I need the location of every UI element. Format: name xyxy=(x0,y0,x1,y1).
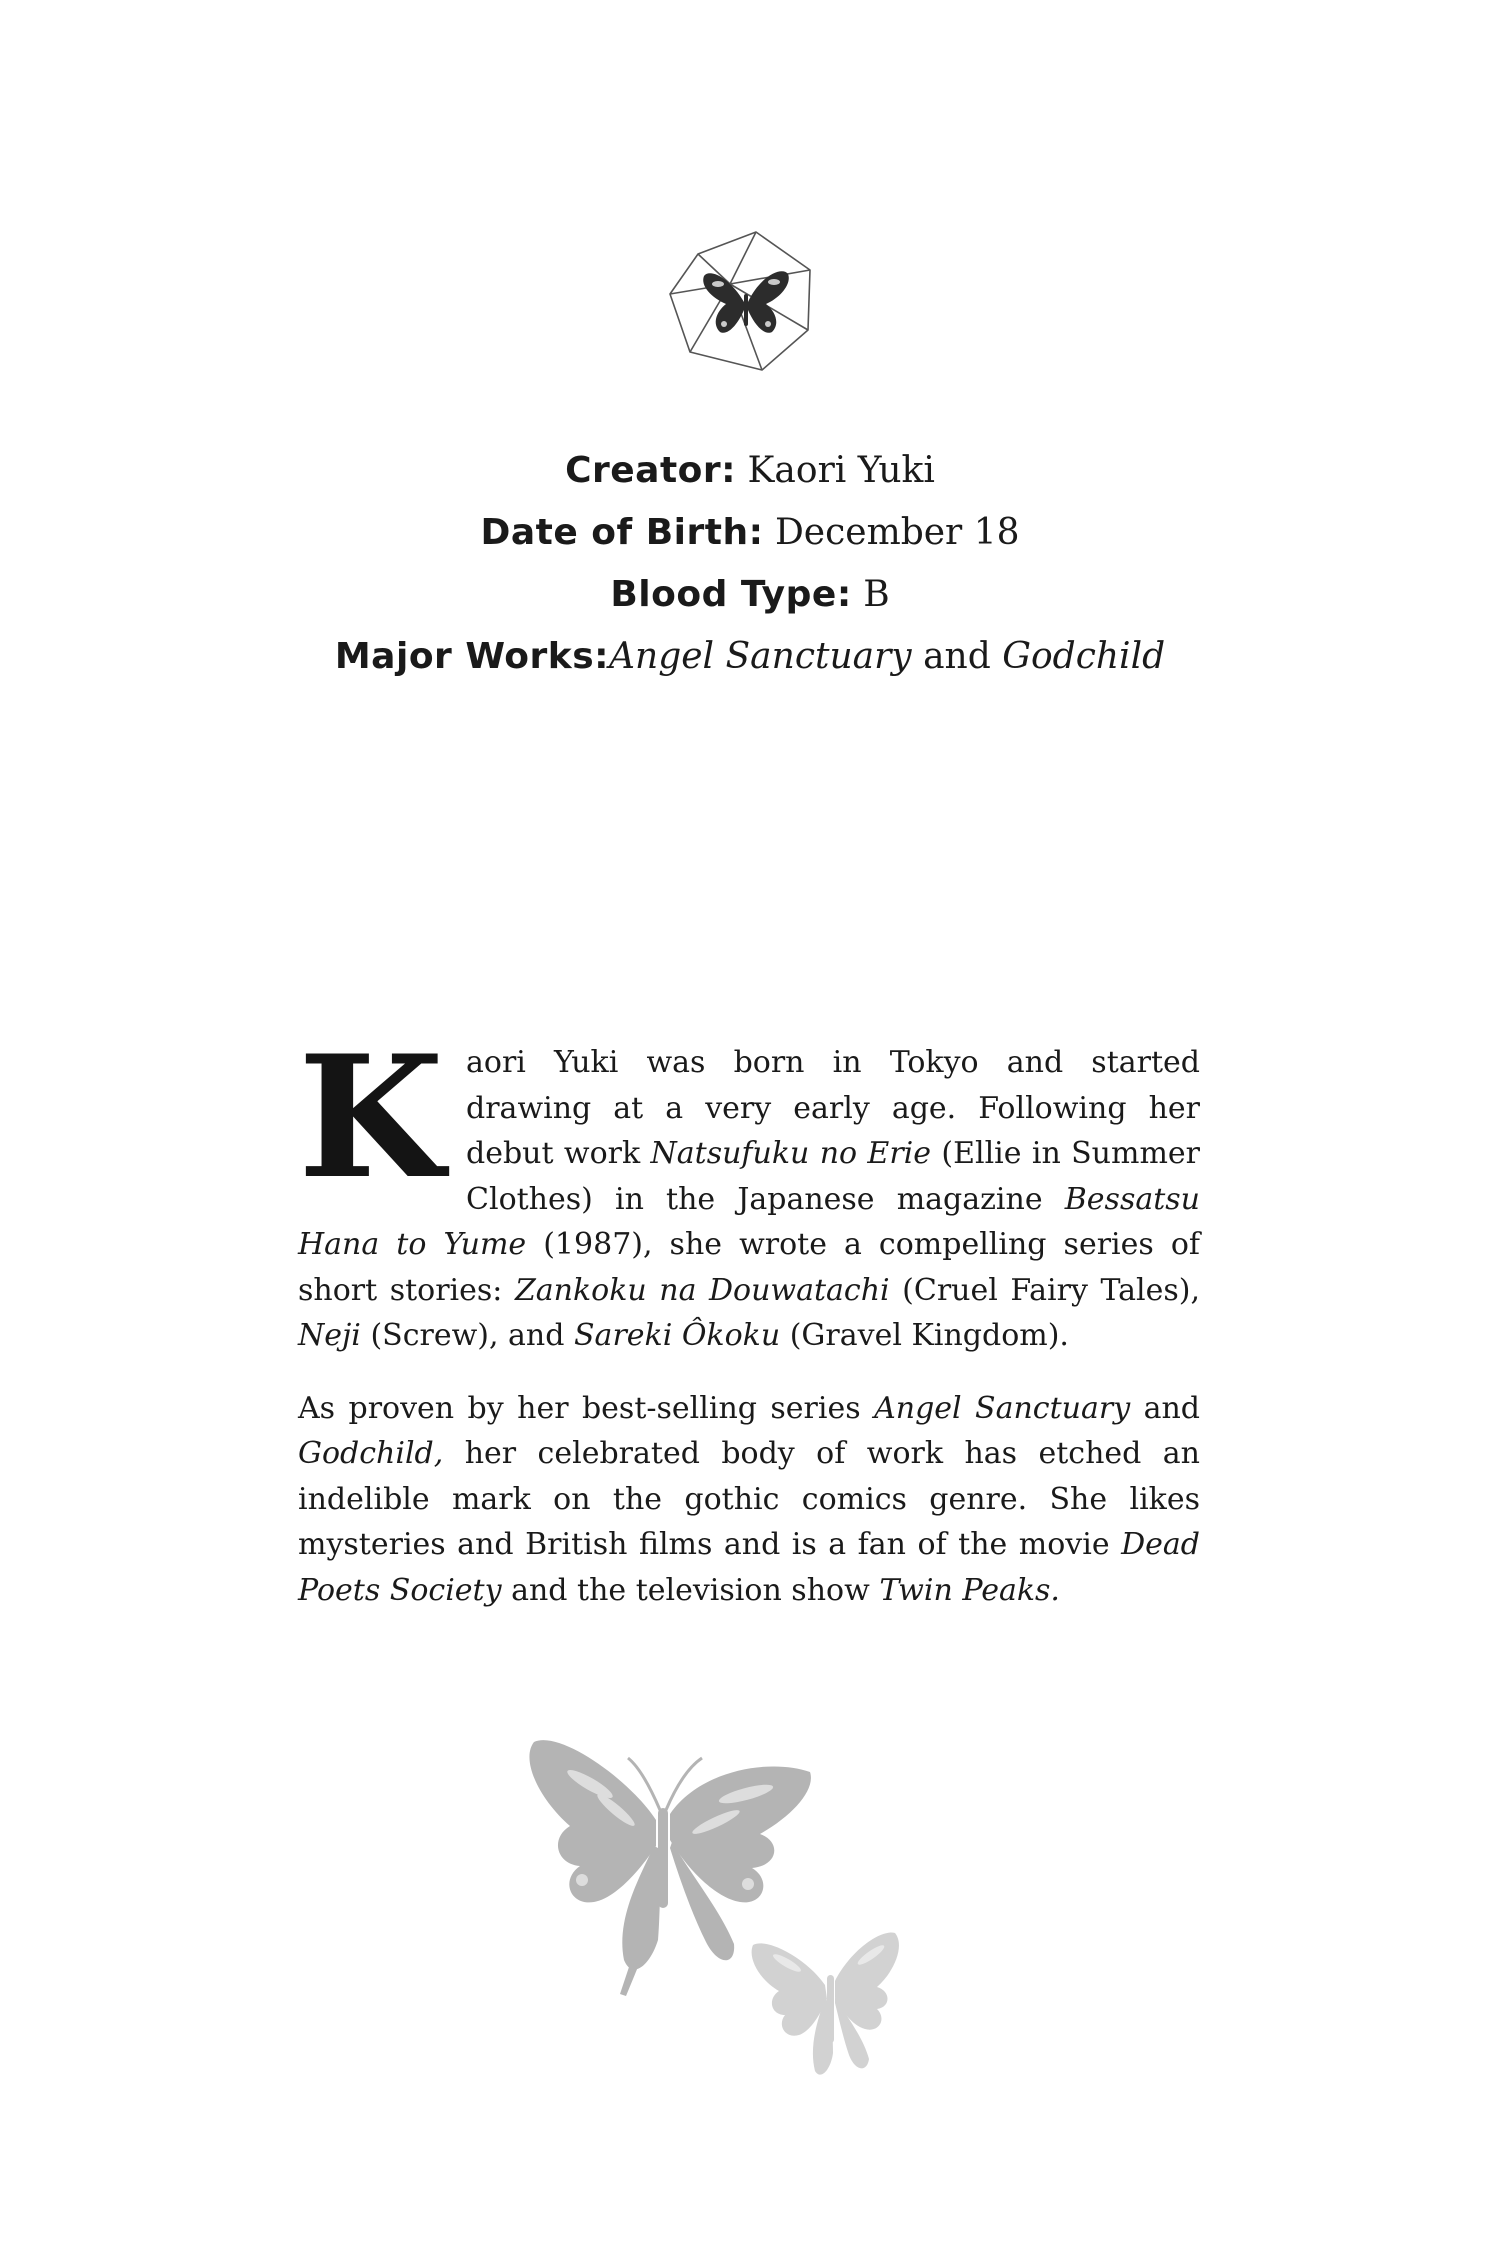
birth-value: December 18 xyxy=(774,512,1020,553)
work-title: Natsufuku no Erie xyxy=(650,1136,932,1171)
work-title: Sareki Ôkoku xyxy=(574,1318,781,1353)
drop-cap: K xyxy=(298,1018,445,1216)
bio-paragraph-1 xyxy=(298,1018,1200,1359)
butterfly-icon xyxy=(745,1925,920,2090)
blood-type-line xyxy=(0,564,1500,626)
bio-text: (Cruel Fairy Tales), xyxy=(889,1272,1200,1308)
bio-text: (Screw), and xyxy=(360,1318,574,1353)
bio-text: aori Yuki was born in Tokyo and started drawing at a very early age. Following her debut work xyxy=(466,1045,1200,1171)
major-works-line xyxy=(0,626,1500,688)
major-works-value xyxy=(609,636,1165,677)
work-title: Angel Sanctuary xyxy=(874,1390,1131,1426)
bio-text: and the television show xyxy=(501,1572,880,1608)
movie-title: Dead Poets Society xyxy=(298,1527,1200,1608)
bio-text: her celebrated body of work has etched an indelible mark on the gothic comics genre. She likes mysteries and British films and is a fan of the movie xyxy=(298,1436,1200,1562)
bio-text: (1987), she wrote a compelling series of short stories: xyxy=(298,1227,1200,1308)
work-title: Neji xyxy=(298,1318,361,1353)
bio-text: As proven by her best-selling series xyxy=(298,1390,875,1426)
blood-type-value: B xyxy=(863,574,890,615)
bio-text: and xyxy=(1130,1390,1201,1426)
bio-text: (Ellie in Summer Clothes) in the Japanese magazine xyxy=(466,1136,1200,1217)
major-works-label: Major Works: xyxy=(334,636,610,677)
biography xyxy=(298,1018,1201,1640)
show-title: Twin Peaks. xyxy=(879,1572,1060,1608)
creator-label: Creator: xyxy=(565,450,737,491)
profile-block xyxy=(0,440,1500,688)
magazine-title: Bessatsu Hana to Yume xyxy=(298,1181,1200,1262)
works-conjunction: and xyxy=(911,636,1003,677)
birth-line xyxy=(0,502,1500,564)
work-title: Zankoku na Douwatachi xyxy=(514,1272,890,1308)
work-title-angel-sanctuary: Angel Sanctuary xyxy=(609,636,912,677)
birth-label: Date of Birth: xyxy=(480,512,764,553)
creator-line xyxy=(0,440,1500,502)
work-title: Godchild, xyxy=(298,1436,444,1471)
butterfly-polyhedron-icon xyxy=(660,228,830,378)
bio-paragraph-2 xyxy=(298,1386,1200,1614)
bio-text: (Gravel Kingdom). xyxy=(780,1318,1069,1353)
blood-type-label: Blood Type: xyxy=(610,574,852,615)
creator-value: Kaori Yuki xyxy=(747,450,935,491)
work-title-godchild: Godchild xyxy=(1002,636,1166,677)
